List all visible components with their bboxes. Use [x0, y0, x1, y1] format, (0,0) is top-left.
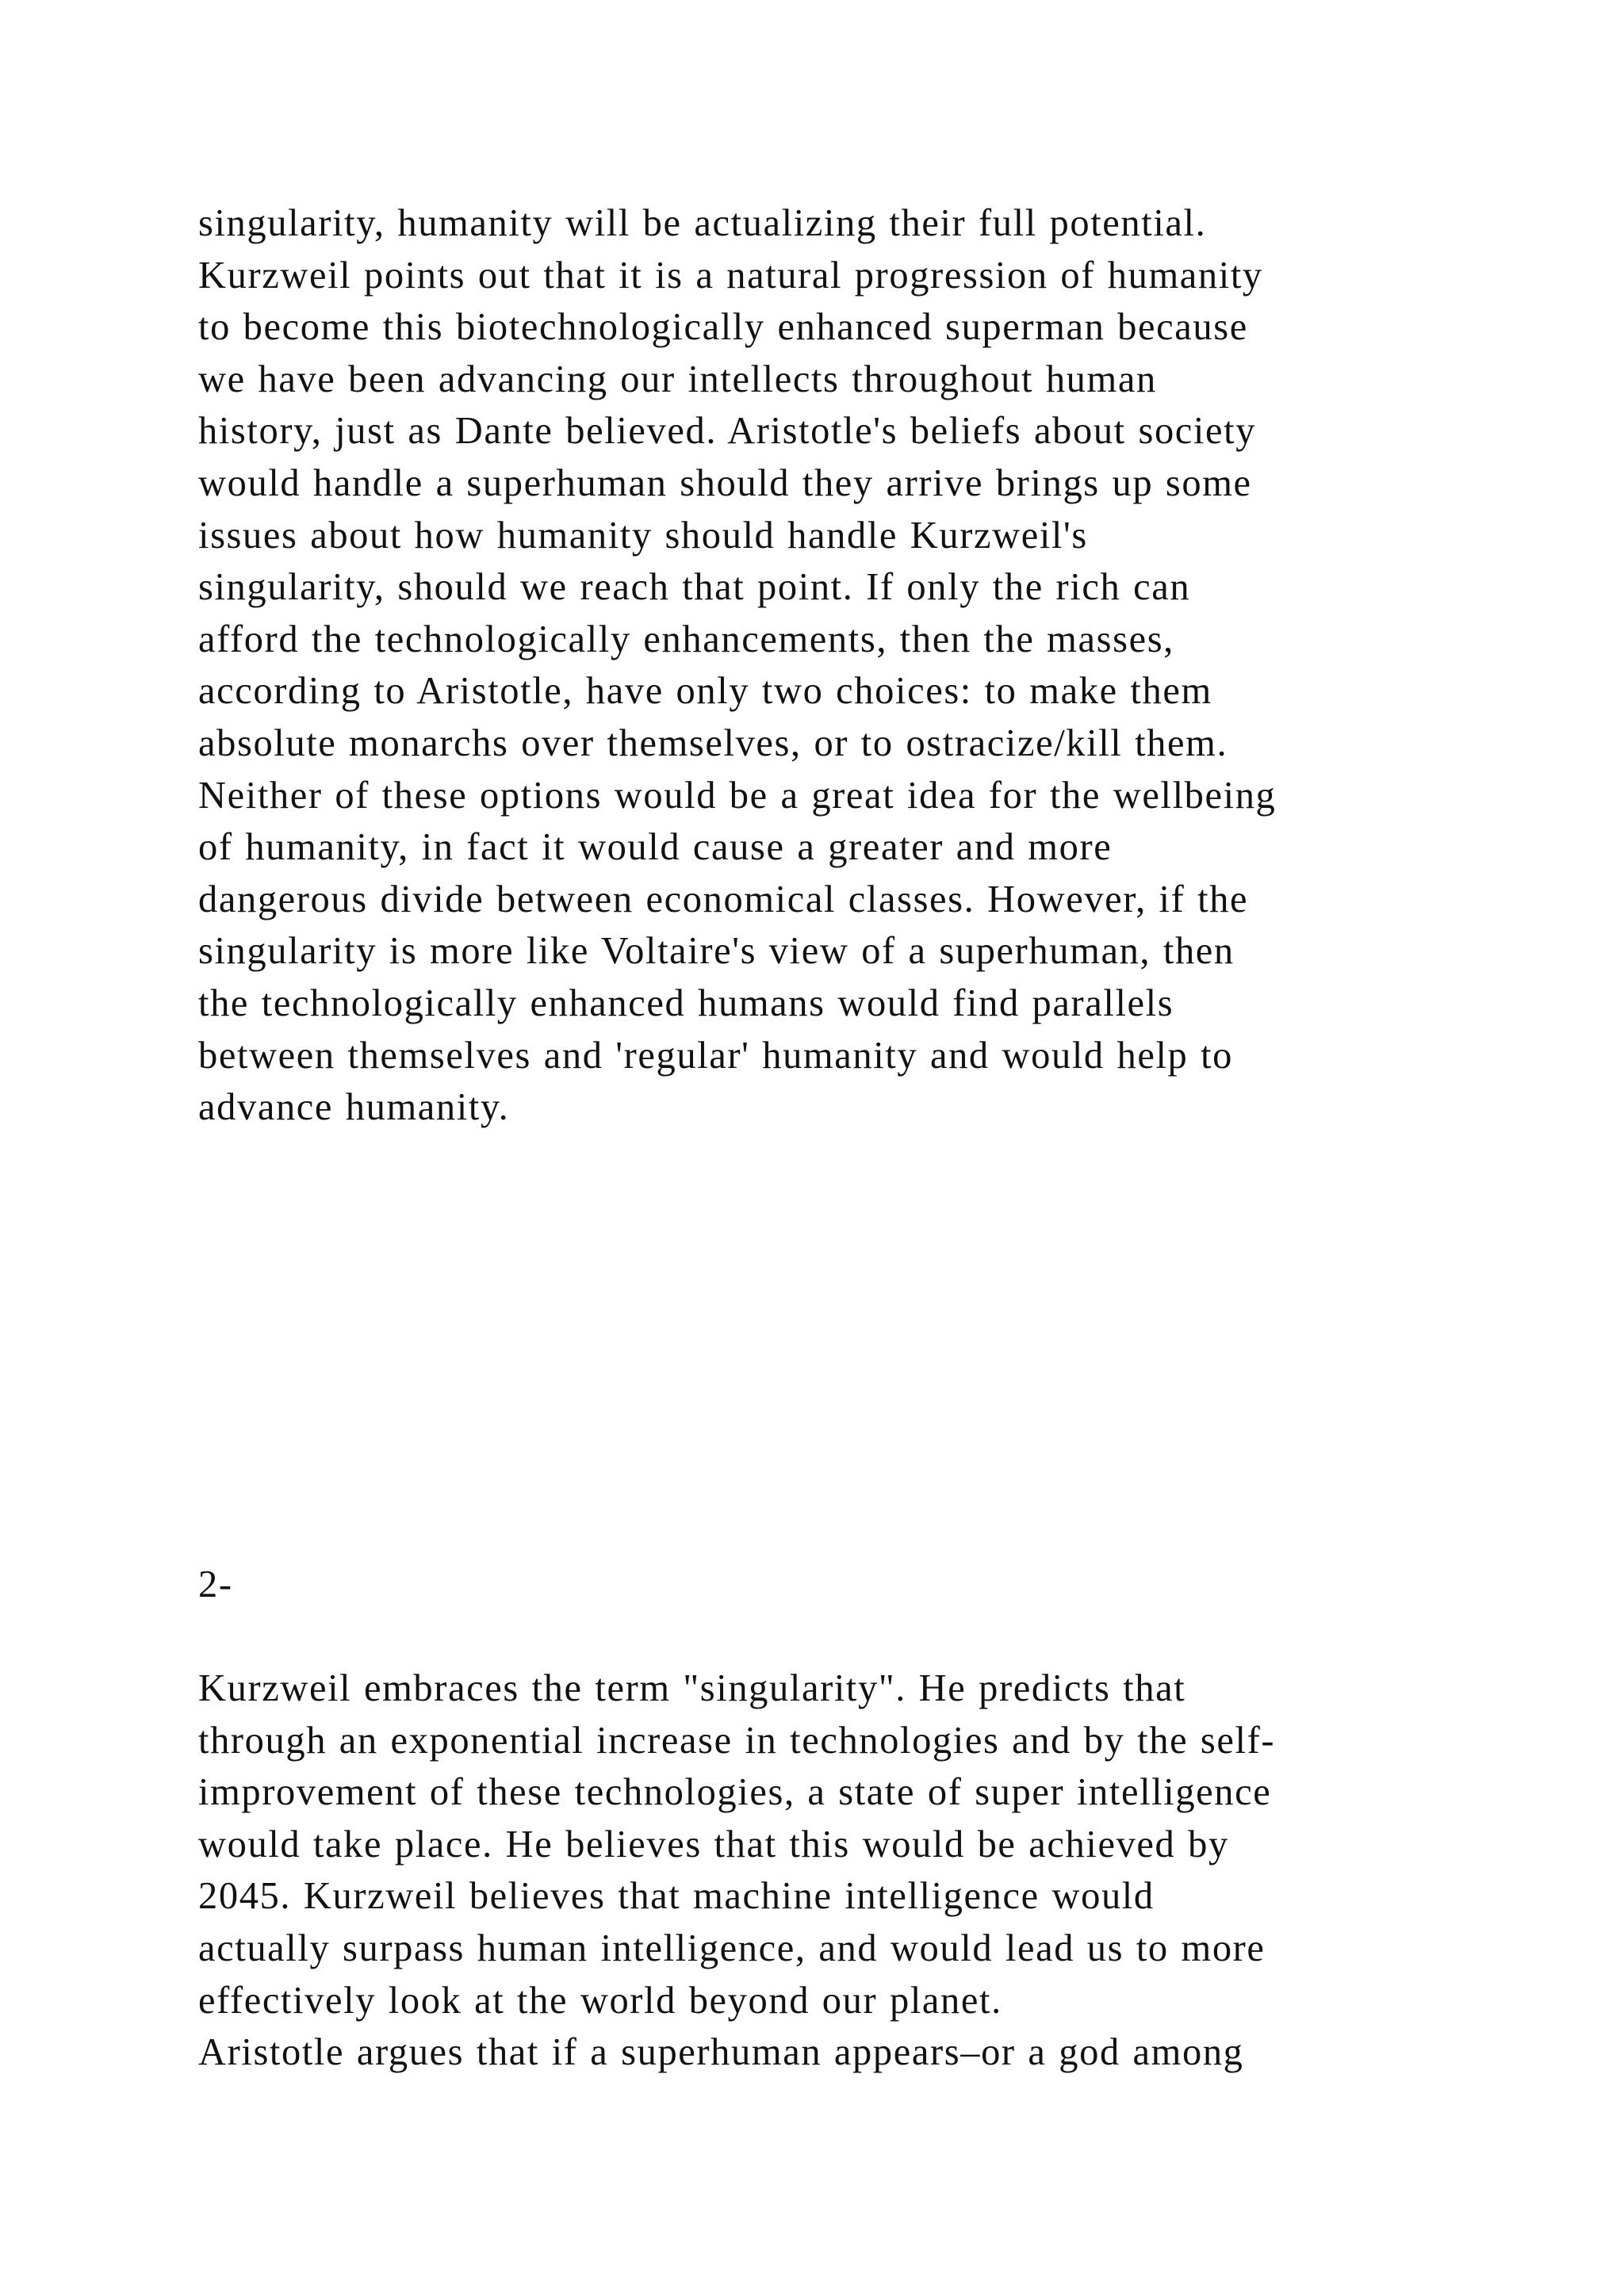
text-line: we have been advancing our intellects throughout human — [198, 358, 1157, 400]
text-line: would take place. He believes that this would be achieved by — [198, 1823, 1229, 1866]
text-line: effectively look at the world beyond our planet. — [198, 1979, 1002, 2022]
text-line: through an exponential increase in technologies and by the self- — [198, 1719, 1276, 1762]
text-line: singularity is more like Voltaire's view of a superhuman, then — [198, 930, 1235, 973]
text-line: dangerous divide between economical classes. However, if the — [198, 878, 1249, 920]
text-line: Kurzweil points out that it is a natural progression of humanity — [198, 254, 1263, 297]
text-line: Aristotle argues that if a superhuman appears–or a god among — [198, 2031, 1244, 2074]
text-line: to become this biotechnologically enhanced superman because — [198, 306, 1248, 349]
paragraph-1 — [198, 197, 1499, 1134]
section-2-heading — [198, 1559, 1499, 1611]
text-line: afford the technologically enhancements, then the masses, — [198, 618, 1174, 660]
text-line: would handle a superhuman should they arrive brings up some — [198, 461, 1252, 504]
text-line: according to Aristotle, have only two choices: to make them — [198, 670, 1212, 713]
text-line: of humanity, in fact it would cause a greater and more — [198, 826, 1113, 869]
text-line: singularity, should we reach that point. If only the rich can — [198, 566, 1191, 609]
text-line: absolute monarchs over themselves, or to ostracize/kill them. — [198, 721, 1228, 764]
text-line: between themselves and 'regular' humanity and would help to — [198, 1034, 1234, 1077]
text-line: Neither of these options would be a great idea for the wellbeing — [198, 774, 1277, 817]
text-line: improvement of these technologies, a state of super intelligence — [198, 1771, 1272, 1814]
paragraph-2 — [198, 1663, 1499, 2079]
text-line: advance humanity. — [198, 1086, 510, 1129]
text-line: issues about how humanity should handle Kurzweil's — [198, 514, 1088, 557]
text-line: singularity, humanity will be actualizing their full potential. — [198, 202, 1207, 244]
text-line: 2045. Kurzweil believes that machine intelligence would — [198, 1875, 1155, 1918]
text-line: the technologically enhanced humans would find parallels — [198, 982, 1174, 1024]
section-number: 2- — [198, 1563, 233, 1605]
text-line: Kurzweil embraces the term "singularity". He predicts that — [198, 1667, 1186, 1709]
text-line: history, just as Dante believed. Aristotle's beliefs about society — [198, 410, 1257, 453]
text-line: actually surpass human intelligence, and would lead us to more — [198, 1927, 1266, 1969]
